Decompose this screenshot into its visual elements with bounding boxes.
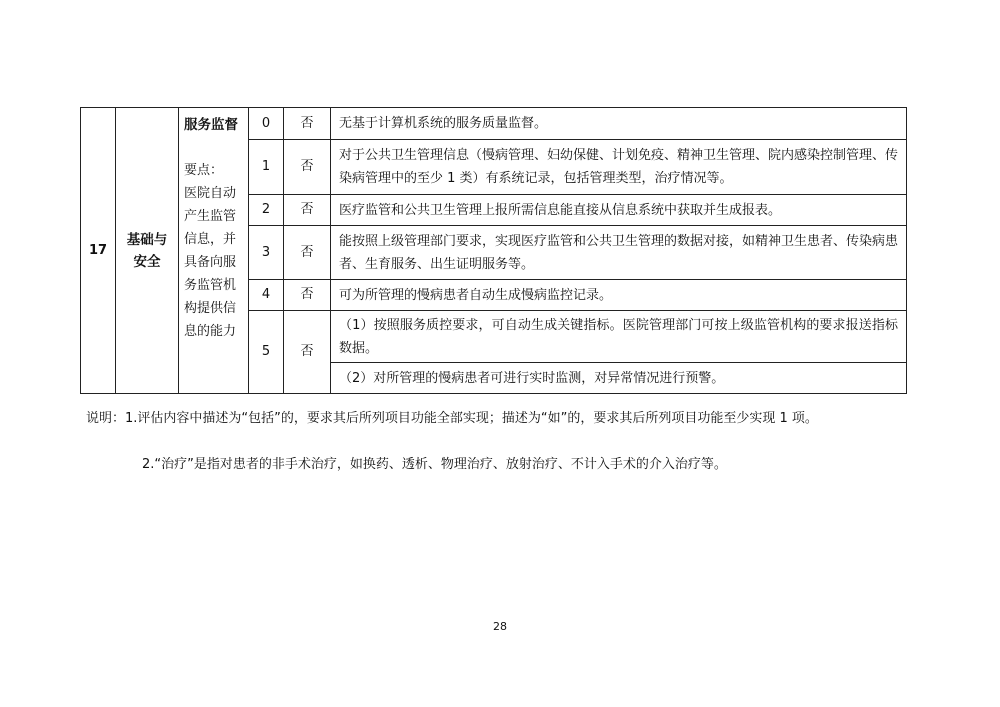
page-number: 28	[493, 620, 507, 633]
level-description: （2）对所管理的慢病患者可进行实时监测，对异常情况进行预警。	[331, 363, 907, 394]
level-number: 2	[249, 195, 284, 226]
category-cell	[116, 108, 179, 394]
row-number: 17	[81, 108, 116, 394]
note-2: 2.“治疗”是指对患者的非手术治疗，如换药、透析、物理治疗、放射治疗、不计入手术的介入治疗等。	[142, 457, 727, 472]
level-number: 3	[249, 226, 284, 280]
notes-section	[86, 409, 916, 475]
level-description: 能按照上级管理部门要求，实现医疗监管和公共卫生管理的数据对接，如精神卫生患者、传染病患者、生育服务、出生证明服务等。	[331, 226, 907, 280]
level-number: 5	[249, 311, 284, 394]
item-points-label: 要点：	[184, 163, 224, 178]
level-number: 4	[249, 280, 284, 311]
level-description: 无基于计算机系统的服务质量监督。	[331, 108, 907, 140]
status-value: 否	[284, 108, 331, 140]
note-1: 说明：1.评估内容中描述为“包括”的，要求其后所列项目功能全部实现；描述为“如”的，要求其后所列项目功能至少实现 1 项。	[86, 411, 818, 426]
level-description: 可为所管理的慢病患者自动生成慢病监控记录。	[331, 280, 907, 311]
level-number: 0	[249, 108, 284, 140]
level-number: 1	[249, 140, 284, 195]
status-value: 否	[284, 195, 331, 226]
status-value: 否	[284, 311, 331, 394]
status-value: 否	[284, 226, 331, 280]
item-points: 医院自动产生监管信息，并具备向服务监管机构提供信息的能力	[184, 186, 237, 339]
category-label: 基础与安全	[126, 231, 168, 270]
status-value: 否	[284, 140, 331, 195]
item-title: 服务监督	[184, 117, 238, 133]
item-cell	[179, 108, 249, 394]
evaluation-table	[80, 107, 907, 394]
level-description: 对于公共卫生管理信息（慢病管理、妇幼保健、计划免疫、精神卫生管理、院内感染控制管理、传染病管理中的至少 1 类）有系统记录，包括管理类型，治疗情况等。	[331, 140, 907, 195]
table-row	[81, 108, 907, 140]
level-description: 医疗监管和公共卫生管理上报所需信息能直接从信息系统中获取并生成报表。	[331, 195, 907, 226]
status-value: 否	[284, 280, 331, 311]
level-description: （1）按照服务质控要求，可自动生成关键指标。医院管理部门可按上级监管机构的要求报送指标数据。	[331, 311, 907, 363]
